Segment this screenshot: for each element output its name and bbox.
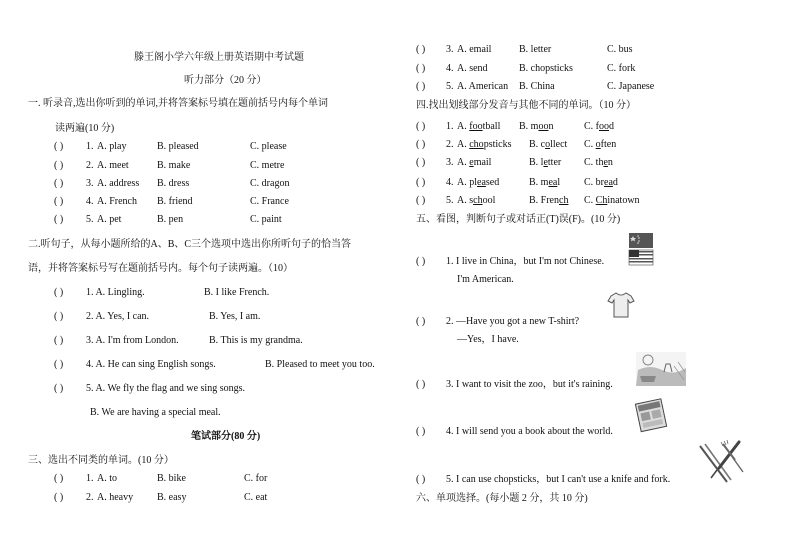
option-b: B. This is my grandma.	[209, 335, 303, 346]
option-c: C. bus	[607, 44, 633, 55]
item-text: 3. I want to visit the zoo，but it's raining.	[446, 379, 613, 390]
answer-bracket[interactable]: ( )	[54, 214, 64, 225]
question-number: 3.	[86, 178, 94, 189]
answer-bracket[interactable]: ( )	[416, 63, 426, 74]
item-text-2: —Yes，I have.	[457, 334, 519, 345]
option-c: C. France	[250, 196, 289, 207]
option-b: B. make	[157, 160, 191, 171]
answer-bracket[interactable]: ( )	[416, 474, 426, 485]
option-c: C. bread	[584, 177, 618, 188]
option-a: A. pleased	[457, 177, 500, 188]
answer-bracket[interactable]: ( )	[416, 121, 426, 132]
option-b: B. collect	[529, 139, 568, 150]
tshirt-icon	[607, 291, 635, 319]
option-b: B. Yes, I am.	[209, 311, 261, 322]
answer-bracket[interactable]: ( )	[54, 335, 64, 346]
zoo-scene-icon	[636, 352, 686, 386]
answer-bracket[interactable]: ( )	[54, 178, 64, 189]
option-a: A. heavy	[97, 492, 134, 503]
option-b: B. pen	[157, 214, 184, 225]
question-number: 1.	[446, 121, 454, 132]
written-header: 笔试部分(80 分)	[191, 431, 261, 442]
question-number: 2.	[86, 160, 94, 171]
option-b: B. dress	[157, 178, 190, 189]
option-c: C. Chinatown	[584, 195, 640, 206]
option-a: A. address	[97, 178, 140, 189]
option-a: A. to	[97, 473, 117, 484]
question-number: 5.	[446, 81, 454, 92]
utensils-icon	[697, 438, 745, 486]
option-a: A. meet	[97, 160, 129, 171]
question-number: 5.	[446, 195, 454, 206]
option-c: C. dragon	[250, 178, 290, 189]
answer-bracket[interactable]: ( )	[416, 316, 426, 327]
question-number: 3.	[446, 44, 454, 55]
question-number: 3.	[446, 157, 454, 168]
section1-instruction-line1: 一. 听录音,选出你听到的单词,并将答案标号填在题前括号内每个单词	[28, 98, 328, 109]
option-a: A. chopsticks	[457, 139, 512, 150]
answer-bracket[interactable]: ( )	[54, 141, 64, 152]
section4-title: 四.找出划线部分发音与其他不同的单词。（10 分）	[416, 100, 636, 111]
section3-title: 三、选出不同类的单词。(10 分）	[28, 455, 174, 466]
answer-bracket[interactable]: ( )	[54, 383, 64, 394]
item-text: 2. —Have you got a new T-shirt?	[446, 316, 580, 327]
question-number: 2.	[446, 139, 454, 150]
option-a: A. school	[457, 195, 496, 206]
option-c: C. eat	[244, 492, 268, 503]
option-b: B. bike	[157, 473, 186, 484]
answer-bracket[interactable]: ( )	[416, 177, 426, 188]
option-b: B. moon	[519, 121, 554, 132]
question-number: 4.	[446, 63, 454, 74]
option-b: B. letter	[529, 157, 562, 168]
option-a: A. email	[457, 44, 492, 55]
option-a: A. French	[97, 196, 137, 207]
answer-bracket[interactable]: ( )	[416, 426, 426, 437]
option-a: 3. A. I'm from London.	[86, 335, 179, 346]
question-number: 4.	[446, 177, 454, 188]
option-c: C. food	[584, 121, 614, 132]
answer-bracket[interactable]: ( )	[54, 359, 64, 370]
question-number: 2.	[86, 492, 94, 503]
option-a: 4. A. He can sing English songs.	[86, 359, 216, 370]
answer-bracket[interactable]: ( )	[416, 379, 426, 390]
option-a: A. play	[97, 141, 127, 152]
section1-instruction-line2: 读两遍(10 分)	[55, 123, 115, 134]
item-text: 1. I live in China，but I'm not Chinese.	[446, 256, 605, 267]
section2-instruction-line2: 语，并将答案标号写在题前括号内。每个句子读两遍。（10）	[28, 263, 293, 274]
book-icon	[634, 397, 670, 433]
option-b: B. China	[519, 81, 555, 92]
answer-bracket[interactable]: ( )	[54, 492, 64, 503]
option-c: C. please	[250, 141, 287, 152]
answer-bracket[interactable]: ( )	[54, 160, 64, 171]
item-text-2: I'm American.	[457, 274, 514, 285]
option-b: B. chopsticks	[519, 63, 573, 74]
answer-bracket[interactable]: ( )	[416, 139, 426, 150]
option-b: B. We are having a special meal.	[90, 407, 221, 418]
option-c: C. then	[584, 157, 613, 168]
option-c: C. metre	[250, 160, 285, 171]
answer-bracket[interactable]: ( )	[54, 311, 64, 322]
question-number: 1.	[86, 473, 94, 484]
answer-bracket[interactable]: ( )	[416, 195, 426, 206]
section6-title: 六、单项选择。(每小题 2 分，共 10 分)	[416, 493, 588, 504]
question-number: 5.	[86, 214, 94, 225]
option-b: B. meal	[529, 177, 561, 188]
section2-instruction-line1: 二.听句子，从每小题所给的A、B、C三个选项中选出你所听句子的恰当答	[28, 239, 352, 250]
option-b: B. easy	[157, 492, 187, 503]
page-title: 滕王阁小学六年级上册英语期中考试题	[134, 52, 304, 63]
answer-bracket[interactable]: ( )	[416, 81, 426, 92]
answer-bracket[interactable]: ( )	[416, 256, 426, 267]
item-text: 4. I will send you a book about the world.	[446, 426, 613, 437]
option-b: B. pleased	[157, 141, 199, 152]
option-a: A. football	[457, 121, 501, 132]
answer-bracket[interactable]: ( )	[416, 157, 426, 168]
listening-header: 听力部分（20 分）	[184, 75, 267, 86]
section5-title: 五、看图，判断句子或对话正(T)误(F)。(10 分)	[416, 214, 621, 225]
option-b: B. I like French.	[204, 287, 270, 298]
item-text: 5. I can use chopsticks，but I can't use a knife and fork.	[446, 474, 671, 485]
option-a: A. pet	[97, 214, 122, 225]
option-b: B. friend	[157, 196, 193, 207]
option-c: C. fork	[607, 63, 636, 74]
answer-bracket[interactable]: ( )	[54, 287, 64, 298]
option-a: 2. A. Yes, I can.	[86, 311, 150, 322]
answer-bracket[interactable]: ( )	[416, 44, 426, 55]
option-a: 1. A. Lingling.	[86, 287, 145, 298]
answer-bracket[interactable]: ( )	[54, 196, 64, 207]
flags-icon	[628, 232, 654, 266]
option-a: A. send	[457, 63, 488, 74]
option-a: A. American	[457, 81, 509, 92]
option-c: C. Japanese	[607, 81, 655, 92]
option-c: C. often	[584, 139, 617, 150]
question-number: 4.	[86, 196, 94, 207]
option-c: C. for	[244, 473, 268, 484]
option-b: B. Pleased to meet you too.	[265, 359, 375, 370]
option-b: B. letter	[519, 44, 552, 55]
question-number: 1.	[86, 141, 94, 152]
option-c: C. paint	[250, 214, 282, 225]
option-a: A. email	[457, 157, 492, 168]
option-a: 5. A. We fly the flag and we sing songs.	[86, 383, 245, 394]
answer-bracket[interactable]: ( )	[54, 473, 64, 484]
option-b: B. French	[529, 195, 569, 206]
